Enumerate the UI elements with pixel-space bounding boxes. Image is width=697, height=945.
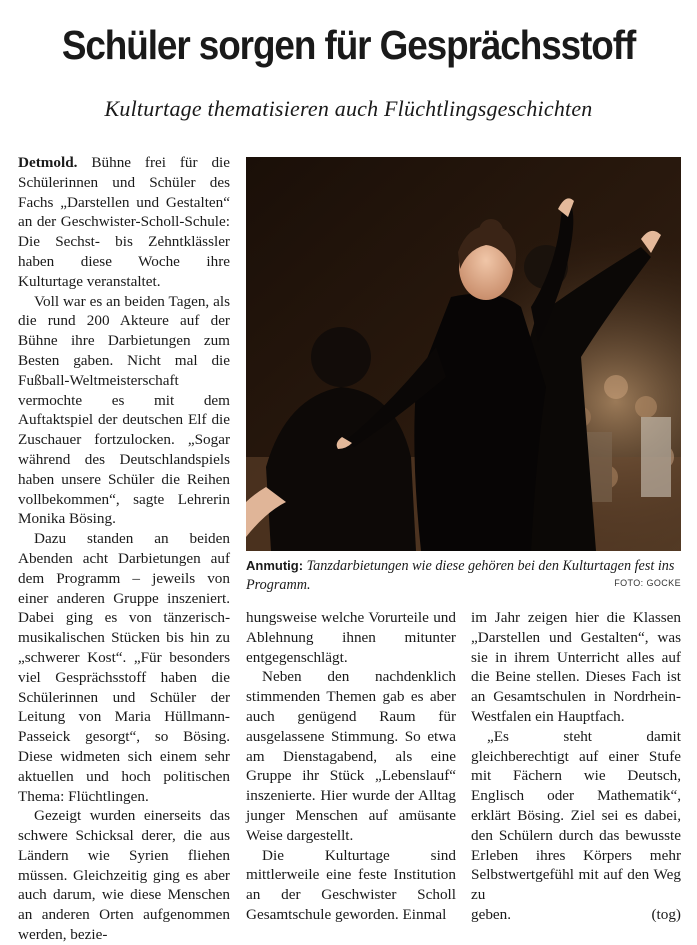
author-signature: (tog) xyxy=(651,905,681,923)
headline: Schüler sorgen für Gesprächsstoff xyxy=(61,22,636,68)
closing-line xyxy=(471,905,681,925)
article-column-3 xyxy=(471,608,681,925)
paragraph: Dazu standen an beiden Abenden acht Darbietungen auf dem Programm – jeweils von einer anderen Gruppe inszeniert. Dabei ging es von tänzerisch-musikalischen Stücken bis hin zu „schwerer Kost“. „Für besonders viel Gesprächsstoff haben die Schülerinnen und Schüler der Leitung von Maria Hüllmann-Passeick gesorgt“, so Bösing. Diese widmeten sich einem sehr aktuellen und hoch politischen Thema: Flüchtlingen. xyxy=(18,530,230,805)
photo-credit: FOTO: GOCKE xyxy=(614,578,681,588)
paragraph-text: geben. xyxy=(471,905,512,923)
paragraph: Neben den nachdenklich stimmenden Themen gab es aber auch genügend Raum für ausgelassene Stimmung. So etwa am Dienstagabend, als eine Gruppe ihr Stück „Lebenslauf“ inszenierte. Hier wurde der Alltag junger Menschen auf amüsante Weise dargestellt. xyxy=(246,668,456,844)
paragraph: „Es steht damit gleichberechtigt auf einer Stufe mit Fächern wie Deutsch, Englisch oder Mathematik“, erklärt Bösing. Ziel sei es dabei, den Schülern durch das bewusste Erleben ihres Körpers mehr Selbstwertgefühl mit auf den Weg zu xyxy=(471,727,681,904)
article-photo xyxy=(246,157,681,551)
dateline: Detmold. xyxy=(18,154,78,171)
caption-text: Tanzdarbietungen wie diese gehören bei den Kulturtagen fest ins Programm. xyxy=(246,558,675,593)
photo-caption xyxy=(246,556,681,595)
paragraph: Gezeigt wurden einerseits das schwere Schicksal derer, die aus Ländern wie Syrien fliehen müssen. Gleichzeitig ging es aber auch darum, wie diese Menschen an anderen Orten aufgenommen werden, bezie- xyxy=(18,807,230,944)
article-column-1 xyxy=(18,153,230,945)
paragraph-text: Bühne frei für die Schülerinnen und Schüler des Fachs „Darstellen und Gestalten“ an der Geschwister-Scholl-Schule: Die Sechst- bis Zehntklässler haben diese Woche ihre Kulturtage veranstaltet. xyxy=(18,154,231,290)
subheadline: Kulturtage thematisieren auch Flüchtlingsgeschichten xyxy=(104,96,593,121)
paragraph: Die Kulturtage sind mittlerweile eine feste Institution an der Geschwister Scholl Gesamtschule geworden. Einmal xyxy=(246,846,456,923)
paragraph: im Jahr zeigen hier die Klassen „Darstellen und Gestalten“, was sie in ihrem Unterricht alles auf die Beine stellen. Dieses Fach ist an Gesamtschulen in Nordrhein-Westfalen ein Hauptfach. xyxy=(471,609,681,725)
paragraph: hungsweise welche Vorurteile und Ablehnung ihnen mitunter entgegenschlägt. xyxy=(246,609,456,666)
caption-kicker: Anmutig: xyxy=(246,558,304,573)
article-column-2 xyxy=(246,608,456,925)
paragraph: Voll war es an beiden Tagen, als die rund 200 Akteure auf der Bühne ihre Darbietungen zum Besten gaben. Nicht mal die Fußball-Weltmeisterschaft vermochte es mit dem Auftaktspiel der deutschen Elf die Zuschauer fortzulocken. „Sogar während des Deutschlandspiels haben unsere Schüler die Reihen vollbekommen“, sagte Lehrerin Monika Bösing. xyxy=(18,292,230,528)
paragraph xyxy=(18,153,230,292)
